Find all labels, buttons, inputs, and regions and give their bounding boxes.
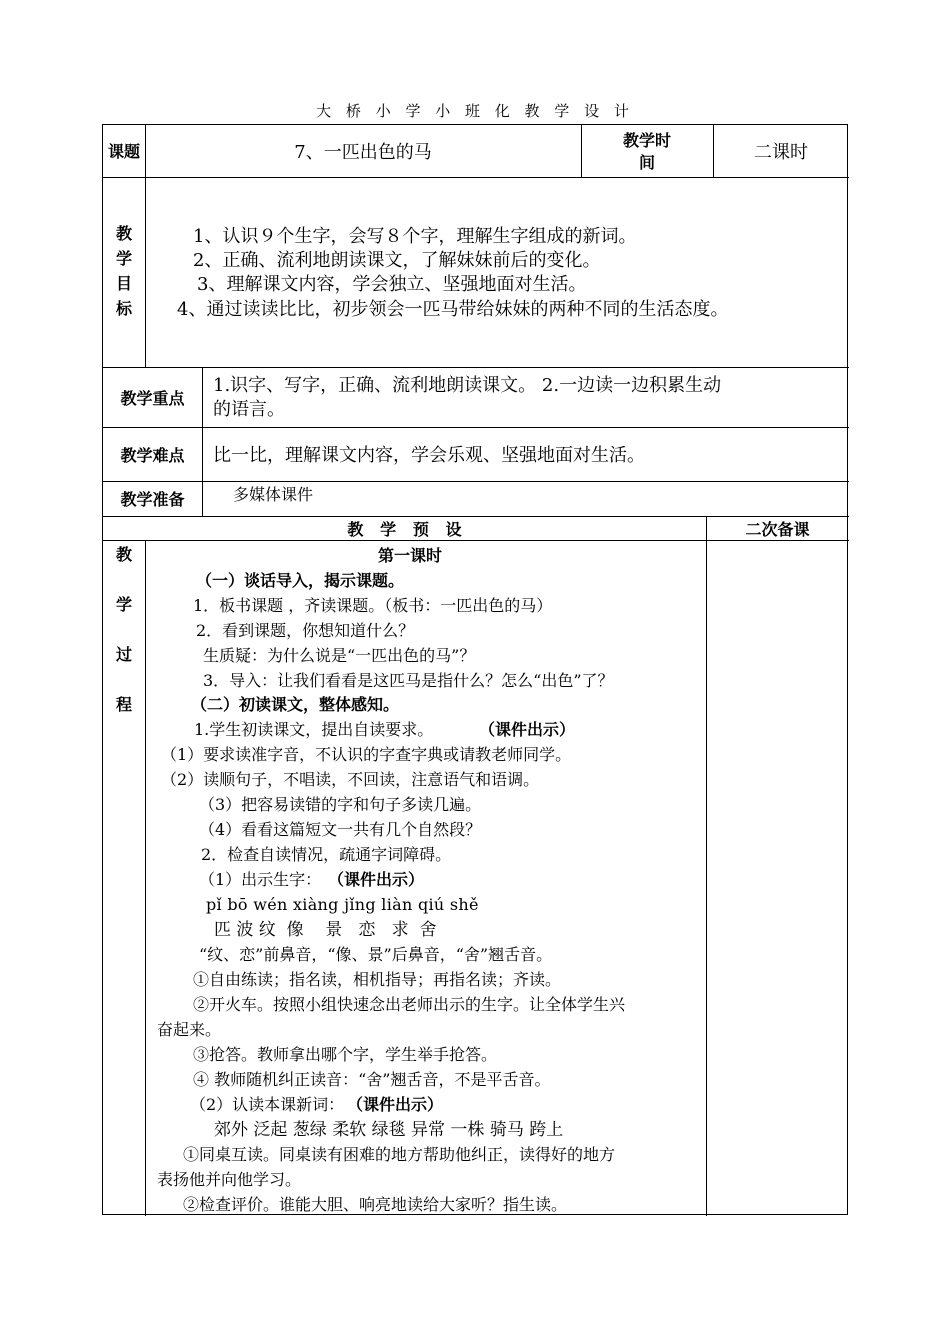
lesson-plan-table [102, 124, 848, 1215]
process-line: ②检查评价。谁能大胆、响亮地读给大家听？指生读。 [183, 1195, 568, 1214]
new-characters: 匹 波 纹 像 景 恋 求 舍 [214, 920, 437, 940]
courseware-tag: （课件出示） [328, 870, 425, 889]
goals-label: 教学目标 [115, 224, 132, 318]
process-line: （3）把容易读错的字和句子多读几遍。 [199, 795, 482, 814]
process-label-char: 程 [116, 695, 133, 714]
prep-text: 多媒体课件 [233, 485, 314, 504]
process-line: （1）要求读准字音，不认识的字查字典或请教老师同学。 [161, 745, 572, 764]
lesson-title: 7、一匹出色的马 [294, 142, 432, 163]
difficulty-text: 比一比，理解课文内容，学会乐观、坚强地面对生活。 [213, 445, 645, 466]
page-header: 大 桥 小 学 小 班 化 教 学 设 计 [316, 102, 634, 120]
process-line: （2）认读本课新词： [190, 1095, 345, 1114]
process-label-char: 过 [116, 645, 133, 664]
process-line: （2）读顺句子，不唱读，不回读，注意语气和语调。 [161, 770, 540, 789]
courseware-tag: （课件出示） [347, 1095, 444, 1114]
process-line: 生质疑：为什么说是“一匹出色的马”？ [203, 646, 476, 665]
time-value: 二课时 [754, 142, 808, 163]
process-line: 2．看到课题，你想知道什么？ [196, 621, 415, 640]
focus-text-line2: 的语言。 [213, 399, 285, 420]
process-line: 1.学生初读课文，提出自读要求。 [194, 720, 434, 739]
process-line: （1）出示生字： [199, 870, 322, 889]
new-words: 郊外 泛起 葱绿 柔软 绿毯 异常 一株 骑马 跨上 [214, 1120, 564, 1140]
process-label-char: 教 [116, 545, 133, 564]
goal-item: 4、通过读读比比，初步领会一匹马带给妹妹的两种不同的生活态度。 [177, 299, 729, 320]
plan-header: 教 学 预 设 [347, 519, 462, 539]
process-line: ②开火车。按照小组快速念出老师出示的生字。让全体学生兴 [193, 995, 626, 1014]
process-line: 3．导入：让我们看看是这匹马是指什么？怎么“出色”了？ [203, 671, 614, 690]
process-line: ④ 教师随机纠正读音：“舍”翘舌音，不是平舌音。 [193, 1070, 551, 1089]
process-line: 2．检查自读情况，疏通字词障碍。 [201, 845, 452, 864]
process-line: （4）看看这篇短文一共有几个自然段？ [199, 820, 482, 839]
process-line: 奋起来。 [157, 1020, 222, 1039]
difficulty-label: 教学难点 [120, 445, 185, 465]
process-line: ③抢答。教师拿出哪个字，学生举手抢答。 [193, 1045, 498, 1064]
second-prep-header: 二次备课 [745, 519, 810, 539]
focus-text-line1: 1.识字、写字，正确、流利地朗读课文。 2.一边读一边积累生动 [213, 375, 722, 396]
goal-item: 3、理解课文内容，学会独立、坚强地面对生活。 [197, 274, 587, 295]
section-heading: （一）谈话导入，揭示课题。 [196, 571, 405, 590]
time-label: 教学时间 [622, 131, 671, 172]
goal-item: 1、认识９个生字，会写８个字，理解生字组成的新词。 [193, 226, 637, 247]
process-line: 表扬他并向他学习。 [157, 1170, 302, 1189]
focus-label: 教学重点 [120, 388, 185, 408]
process-line: ①同桌互读。同桌读有困难的地方帮助他纠正，读得好的地方 [183, 1145, 616, 1164]
prep-label: 教学准备 [120, 490, 185, 509]
process-line: “纹、恋”前鼻音，“像、景”后鼻音，“舍”翘舌音。 [199, 945, 553, 964]
lesson-period-title: 第一课时 [378, 546, 443, 565]
process-label-char: 学 [116, 595, 133, 614]
process-line: ①自由练读；指名读，相机指导；再指名读；齐读。 [193, 970, 562, 989]
goal-item: 2、正确、流利地朗读课文，了解妹妹前后的变化。 [193, 250, 601, 271]
process-line: 1．板书课题 ，齐读课题。（板书：一匹出色的马） [193, 596, 553, 615]
topic-label: 课题 [107, 142, 140, 161]
pinyin-line: pǐ bō wén xiàng jǐng liàn qiú shě [206, 895, 479, 914]
courseware-tag: （课件出示） [479, 720, 576, 739]
section-heading: （二）初读课文，整体感知。 [191, 695, 400, 714]
